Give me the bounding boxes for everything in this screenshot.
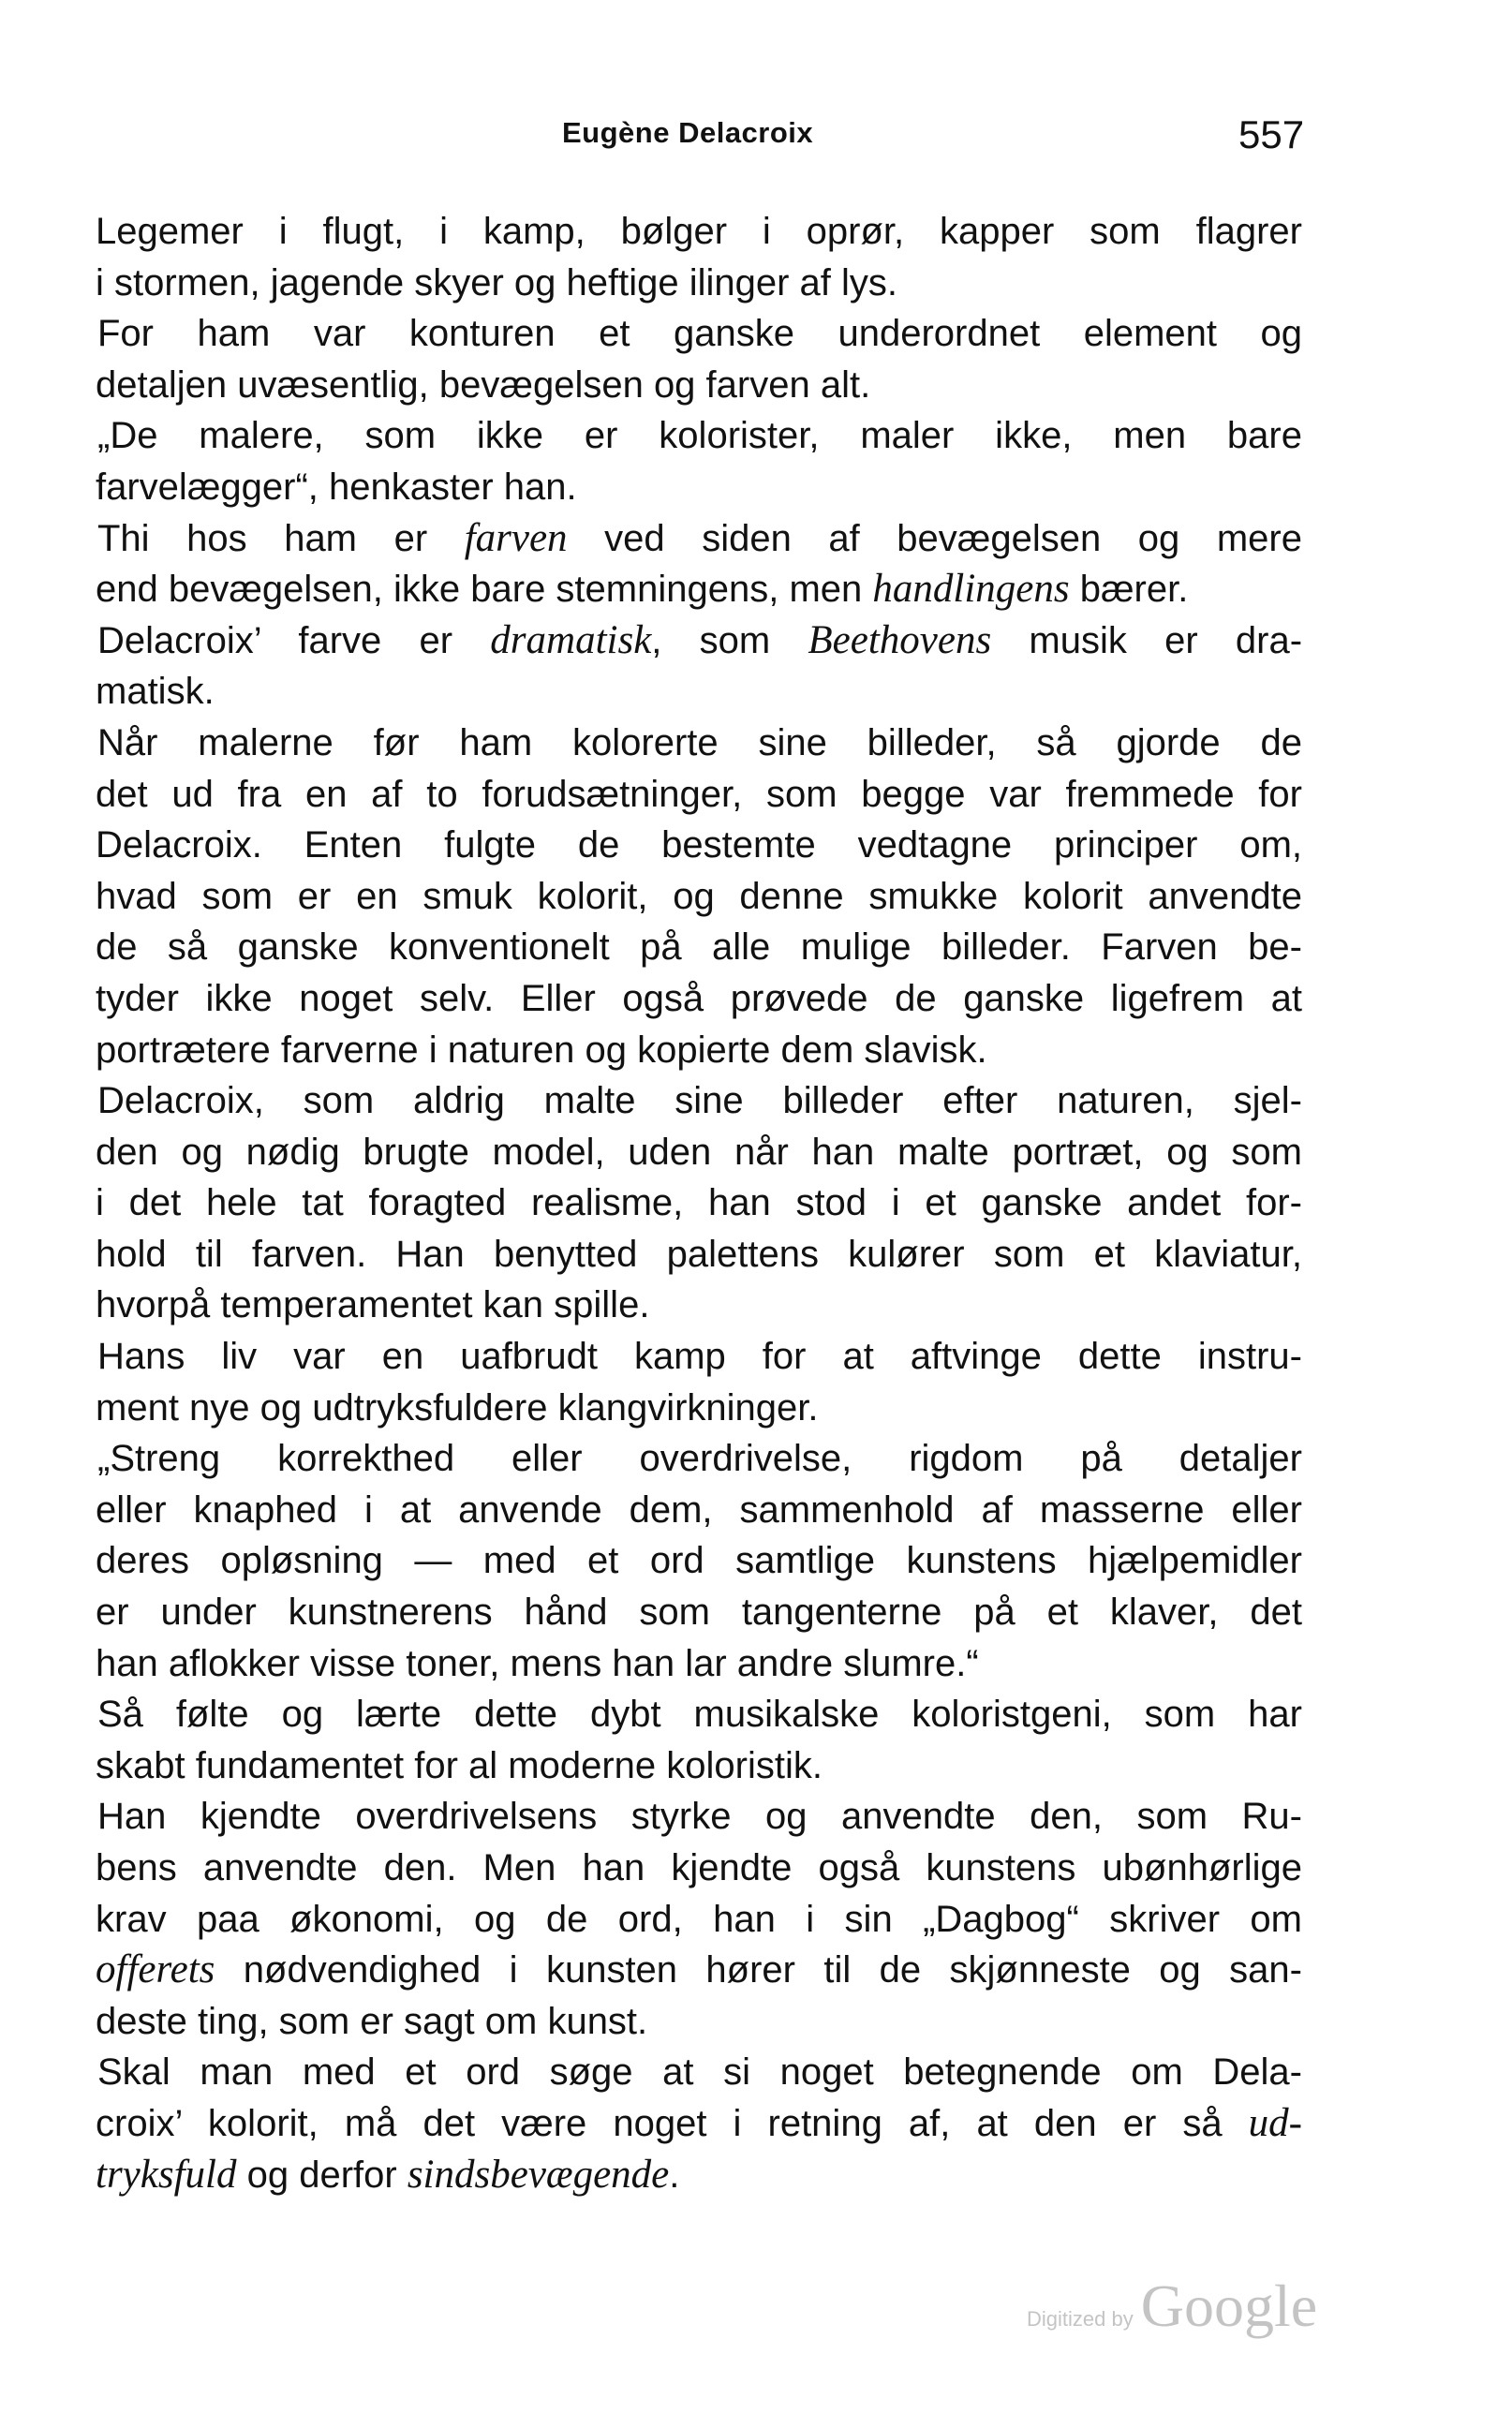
- text-line: [96, 1945, 1302, 1996]
- paragraph-6: [96, 718, 1302, 1075]
- paragraph-1: [96, 206, 1302, 308]
- watermark-prefix: Digitized by: [1027, 2307, 1134, 2331]
- text-run: musik er dra-: [991, 619, 1303, 661]
- text-run: Delacroix’ farve er: [97, 619, 491, 661]
- text-run: end bevægelsen, ikke bare stemningens, men: [96, 569, 873, 611]
- paragraph-4: [96, 513, 1302, 615]
- text-run: Thi hos ham er: [97, 517, 465, 559]
- text-line: „Streng korrekthed eller overdrivelse, rigdom på detaljer: [97, 1438, 1302, 1480]
- paragraph-2: [96, 308, 1302, 410]
- text-line: Så følte og lærte dette dybt musikalske koloristgeni, som har: [97, 1694, 1302, 1736]
- text-line: Delacroix. Enten fulgte de bestemte vedtagne principer om,: [96, 824, 1302, 866]
- text-run: , som: [651, 619, 808, 661]
- text-line: [96, 2150, 1302, 2201]
- text-line: skabt fundamentet for al moderne koloristik.: [96, 1744, 823, 1786]
- text-line: ment nye og udtryksfuldere klangvirkninger.: [96, 1386, 819, 1429]
- emphasis-offerets: offerets: [96, 1947, 215, 1992]
- text-line: det ud fra en af to forudsætninger, som begge var fremmede for: [96, 773, 1302, 815]
- paragraph-3: [96, 410, 1302, 512]
- paragraph-7: [96, 1075, 1302, 1331]
- text-line: de så ganske konventionelt på alle mulige billeder. Farven be-: [96, 926, 1302, 969]
- text-line: Når malerne før ham kolorerte sine billeder, så gjorde de: [97, 721, 1302, 763]
- emphasis-udtryksfuld-part1: ud-: [1248, 2100, 1302, 2145]
- text-line: deres opløsning — med et ord samtlige kunstens hjælpemidler: [96, 1540, 1302, 1582]
- emphasis-handlingens: handlingens: [872, 567, 1070, 612]
- text-line: bens anvendte den. Men han kjendte også kunstens ubønhørlige: [96, 1847, 1302, 1888]
- paragraph-5: [96, 615, 1302, 718]
- text-line: er under kunstnerens hånd som tangenterne på et klaver, det: [96, 1592, 1302, 1634]
- text-line: detaljen uvæsentlig, bevægelsen og farven alt.: [96, 363, 871, 406]
- page-number: 557: [1238, 112, 1305, 156]
- emphasis-farven: farven: [464, 515, 568, 560]
- text-line: Legemer i flugt, i kamp, bølger i oprør, kapper som flagrer: [96, 211, 1302, 252]
- text-line: [96, 2098, 1302, 2150]
- text-line: „De malere, som ikke er kolorister, maler ikke, men bare: [97, 415, 1302, 457]
- text-line: Skal man med et ord søge at si noget betegnende om Dela-: [97, 2051, 1302, 2094]
- running-header: [0, 112, 1512, 169]
- paragraph-11: [96, 1791, 1302, 2047]
- paragraph-9-quote: [96, 1433, 1302, 1689]
- emphasis-udtryksfuld-part2: tryksfuld: [96, 2152, 237, 2197]
- text-line: [96, 564, 1302, 615]
- text-run: ved siden af bevægelsen og mere: [567, 517, 1302, 559]
- text-run: croix’ kolorit, må det være noget i retning af, at den er så: [96, 2102, 1249, 2144]
- text-line: krav paa økonomi, og de ord, han i sin „Dagbog“ skriver om: [96, 1898, 1302, 1940]
- text-run: bærer.: [1069, 569, 1189, 611]
- digitized-by-google-watermark: [1027, 2272, 1345, 2347]
- text-line: portrætere farverne i naturen og kopierte dem slavisk.: [96, 1029, 987, 1071]
- google-logo: Google: [1140, 2273, 1318, 2339]
- running-title: Eugène Delacroix: [562, 116, 814, 149]
- text-line: han aflokker visse toner, mens han lar andre slumre.“: [96, 1642, 979, 1684]
- body-text: [96, 206, 1302, 2200]
- paragraph-10: [96, 1689, 1302, 1791]
- text-line: [96, 615, 1302, 667]
- text-run: nødvendighed i kunsten hører til de skjønneste og san-: [215, 1949, 1302, 1991]
- text-line: Hans liv var en uafbrudt kamp for at aftvinge dette instru-: [97, 1336, 1302, 1378]
- text-line: eller knaphed i at anvende dem, sammenhold af masserne eller: [96, 1488, 1302, 1531]
- text-line: Han kjendte overdrivelsens styrke og anvendte den, som Ru-: [97, 1796, 1302, 1838]
- text-line: matisk.: [96, 671, 215, 713]
- text-line: i det hele tat foragted realisme, han stod i et ganske andet for-: [96, 1182, 1302, 1224]
- text-line: [96, 513, 1302, 565]
- paragraph-12: [96, 2047, 1302, 2200]
- text-line: hvad som er en smuk kolorit, og denne smukke kolorit anvendte: [96, 875, 1302, 917]
- text-line: farvelægger“, henkaster han.: [96, 466, 577, 508]
- text-run: og derfor: [236, 2154, 408, 2196]
- text-line: hvorpå temperamentet kan spille.: [96, 1284, 650, 1326]
- text-line: tyder ikke noget selv. Eller også prøvede de ganske ligefrem at: [96, 977, 1302, 1019]
- paragraph-8: [96, 1331, 1302, 1433]
- text-line: hold til farven. Han benytted palettens kulører som et klaviatur,: [96, 1233, 1302, 1275]
- text-line: Delacroix, som aldrig malte sine billeder efter naturen, sjel-: [97, 1080, 1302, 1122]
- emphasis-beethovens: Beethovens: [808, 617, 992, 662]
- text-line: den og nødig brugte model, uden når han malte portræt, og som: [96, 1131, 1302, 1173]
- text-run: .: [669, 2154, 680, 2196]
- text-line: i stormen, jagende skyer og heftige ilinger af lys.: [96, 261, 897, 304]
- text-line: deste ting, som er sagt om kunst.: [96, 2000, 648, 2042]
- emphasis-dramatisk: dramatisk: [490, 617, 652, 662]
- text-line: For ham var konturen et ganske underordnet element og: [97, 313, 1302, 355]
- emphasis-sindsbevaegende: sindsbevægende: [407, 2152, 670, 2197]
